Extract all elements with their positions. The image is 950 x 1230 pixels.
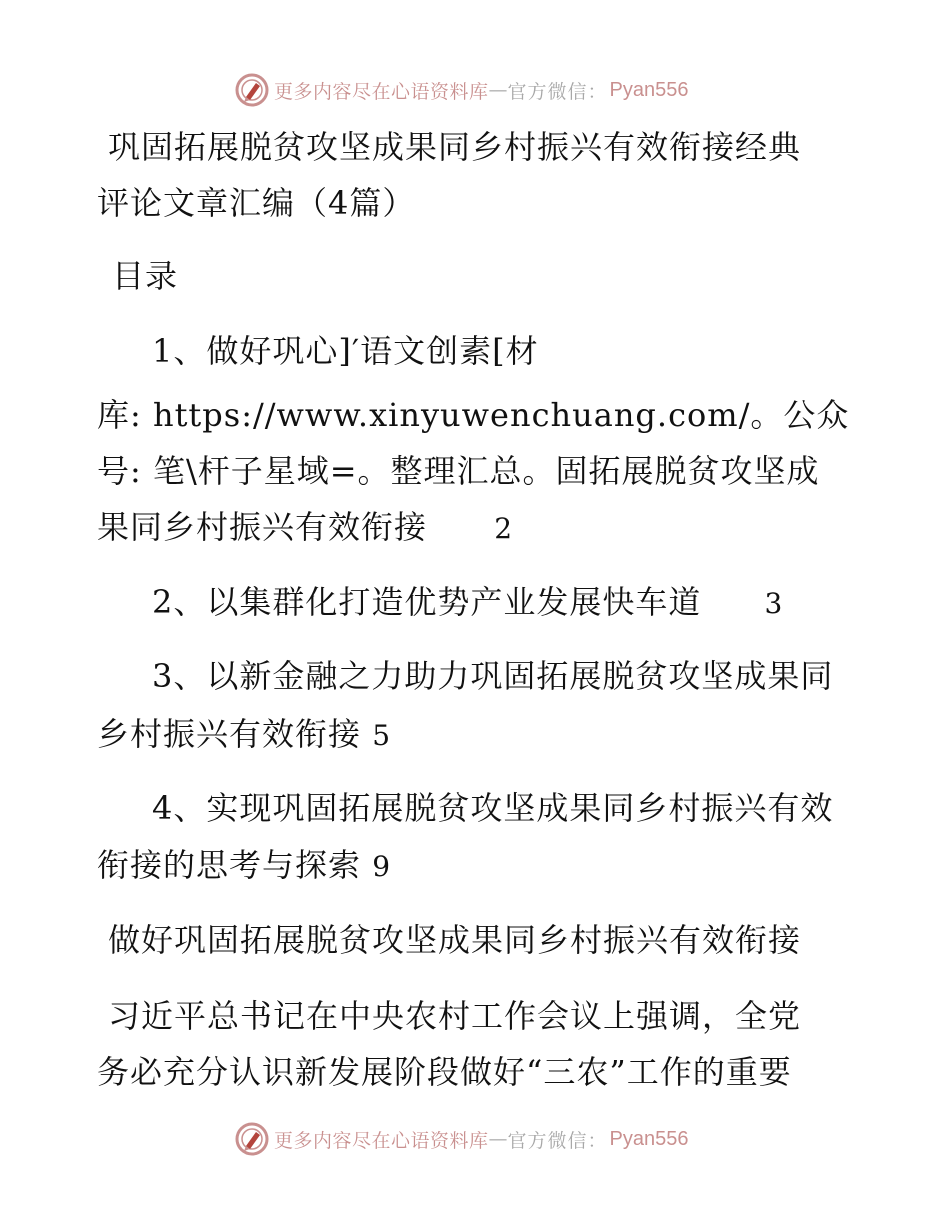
toc-entry-4-line-2[interactable] <box>97 845 391 887</box>
footer-banner <box>234 1121 689 1157</box>
toc-entry-1-text: 果同乡村振兴有效衔接 <box>97 508 428 546</box>
toc-entry-2-text: 2、以集群化打造优势产业发展快车道 <box>152 583 702 621</box>
footer-handle: Pyan556 <box>609 1127 689 1150</box>
toc-heading: 目录 <box>112 257 179 295</box>
toc-entry-1-line-4[interactable] <box>97 507 513 549</box>
body-line-1: 习近平总书记在中央农村工作会议上强调，全党 <box>108 997 802 1035</box>
footer-label: 官方微信： <box>507 1129 608 1152</box>
header-brand: 更多内容尽在心语资料库 <box>274 80 489 103</box>
toc-entry-4-page: 9 <box>372 850 392 883</box>
footer-separator: — <box>488 1128 508 1150</box>
section-title: 做好巩固拓展脱贫攻坚成果同乡村振兴有效衔接 <box>108 921 802 959</box>
toc-entry-1-line-3[interactable]: 号: 笔\杆子星域=。整理汇总。固拓展脱贫攻坚成 <box>97 452 820 490</box>
body-line-2: 务必充分认识新发展阶段做好“三农”工作的重要 <box>97 1053 792 1091</box>
pen-logo-icon <box>234 72 270 108</box>
header-separator: — <box>488 79 508 101</box>
toc-entry-3-line-2[interactable] <box>97 714 391 756</box>
toc-entry-2-line-1[interactable] <box>152 582 783 624</box>
header-label: 官方微信： <box>507 80 608 103</box>
toc-entry-2-page: 3 <box>764 587 784 620</box>
footer-brand: 更多内容尽在心语资料库 <box>274 1129 489 1152</box>
doc-title-line-2: 评论文章汇编（4篇） <box>97 184 416 222</box>
toc-entry-3-text: 乡村振兴有效衔接 <box>97 715 362 753</box>
toc-entry-3-page: 5 <box>372 719 392 752</box>
pen-logo-icon <box>234 1121 270 1157</box>
doc-title-line-1: 巩固拓展脱贫攻坚成果同乡村振兴有效衔接经典 <box>108 128 802 166</box>
toc-entry-3-line-1[interactable]: 3、以新金融之力助力巩固拓展脱贫攻坚成果同 <box>152 657 834 695</box>
toc-entry-4-text: 衔接的思考与探索 <box>97 846 362 884</box>
header-banner <box>234 72 689 108</box>
header-handle: Pyan556 <box>609 78 689 101</box>
toc-entry-1-page: 2 <box>494 512 514 545</box>
toc-entry-1-line-1[interactable]: 1、做好巩心]′语文创素[材 <box>152 332 539 370</box>
toc-entry-1-line-2[interactable]: 库: https://www.xinyuwenchuang.com/。公众 <box>97 396 850 434</box>
toc-entry-4-line-1[interactable]: 4、实现巩固拓展脱贫攻坚成果同乡村振兴有效 <box>152 789 834 827</box>
